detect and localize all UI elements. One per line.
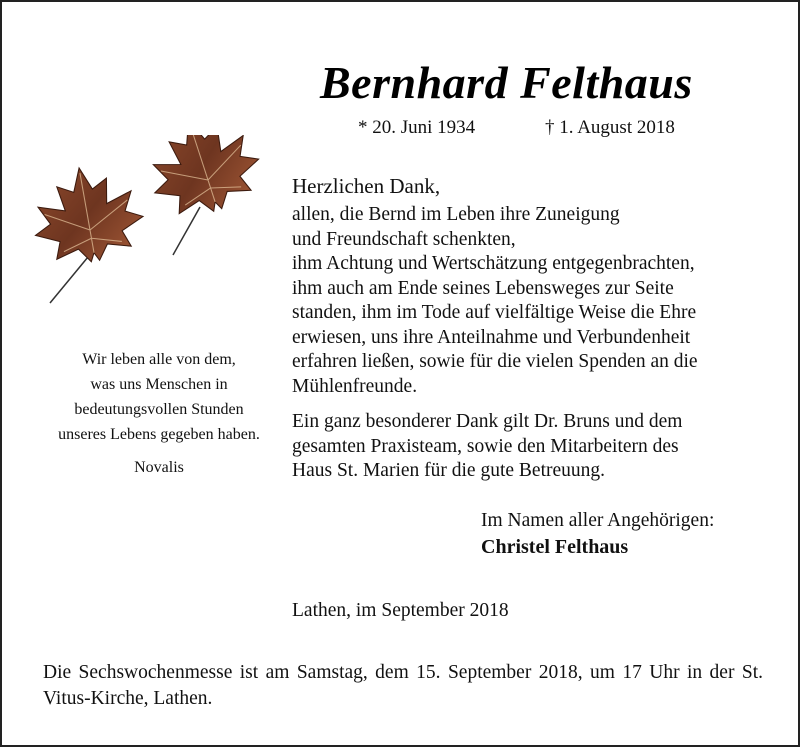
thanks-paragraph-1 (292, 203, 698, 399)
deceased-name: Bernhard Felthaus (320, 57, 693, 108)
maple-leaf-icon (137, 135, 270, 255)
maple-leaf-icon (28, 158, 149, 303)
text-line: ihm Achtung und Wertschätzung entgegenbrachten, (292, 253, 695, 274)
death-date: † 1. August 2018 (545, 117, 675, 138)
thanks-heading: Herzlichen Dank, (292, 174, 441, 198)
thanks-paragraph-2 (292, 410, 682, 484)
quote-line: was uns Menschen in (90, 376, 228, 393)
quote (40, 347, 278, 447)
quote-line: bedeutungsvollen Stunden (74, 401, 244, 418)
quote-author: Novalis (134, 459, 184, 476)
text-line: Ein ganz besonderer Dank gilt Dr. Bruns und dem (292, 411, 683, 432)
text-line: gesamten Praxisteam, sowie den Mitarbeitern des (292, 435, 679, 457)
text-line: erfahren ließen, sowie für die vielen Spenden an die (292, 351, 698, 372)
text-line: ihm auch am Ende seines Lebensweges zur Seite (292, 277, 674, 299)
text-line: allen, die Bernd im Leben ihre Zuneigung (292, 204, 620, 225)
quote-line: unseres Lebens gegeben haben. (58, 426, 260, 443)
mass-note: Die Sechswochenmesse ist am Samstag, dem 15. September 2018, um 17 Uhr in der St. Vitus-Kirche, Lathen. (43, 662, 763, 709)
quote-line: Wir leben alle von dem, (82, 351, 236, 368)
text-line: Mühlenfreunde. (292, 375, 418, 397)
birth-date: * 20. Juni 1934 (358, 117, 476, 138)
text-line: Haus St. Marien für die gute Betreuung. (292, 460, 606, 481)
text-line: und Freundschaft schenkten, (292, 228, 516, 250)
signature-name: Christel Felthaus (481, 536, 629, 558)
text-line: erwiesen, uns ihre Anteilnahme und Verbundenheit (292, 326, 691, 348)
maple-leaves-image (28, 135, 278, 310)
text-line: standen, ihm im Tode auf vielfältige Weise die Ehre (292, 302, 697, 323)
signature-intro: Im Namen aller Angehörigen: (481, 510, 715, 531)
place-date: Lathen, im September 2018 (292, 600, 509, 621)
